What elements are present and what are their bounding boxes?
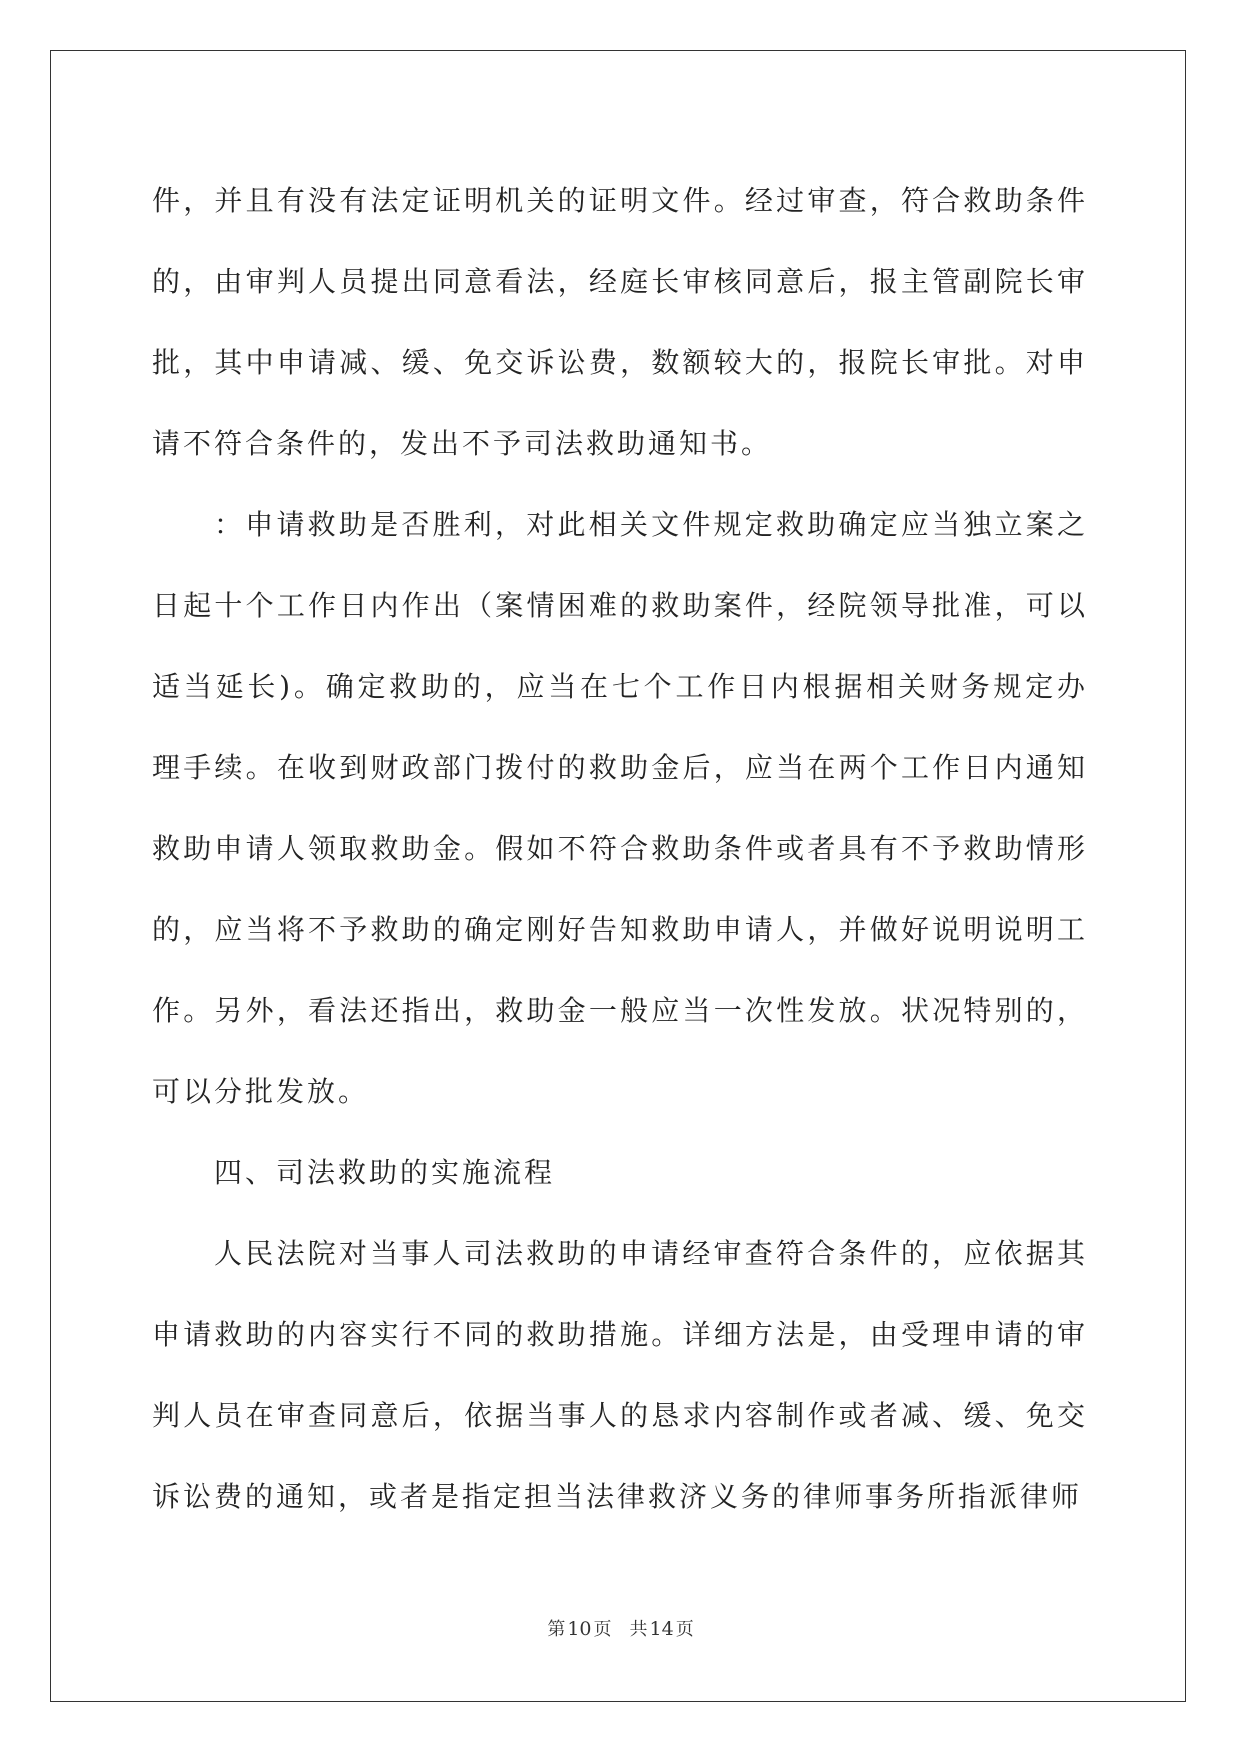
paragraph-continuation: 件，并且有没有法定证明机关的证明文件。经过审查，符合救助条件的，由审判人员提出同意看法，经庭长审核同意后，报主管副院长审批，其中申请减、缓、免交诉讼费，数额较大的，报院长审批。对申请不符合条件的，发出不予司法救助通知书。 — [152, 184, 1088, 460]
page-prefix: 第 — [547, 1619, 566, 1640]
section-heading: 四、司法救助的实施流程 — [214, 1156, 556, 1189]
total-suffix: 页 — [675, 1619, 694, 1640]
page-suffix: 页 — [593, 1619, 612, 1640]
total-pages-number: 14 — [649, 1618, 674, 1640]
page-footer — [0, 1617, 1241, 1642]
paragraph-approval-timeline: ：申请救助是否胜利，对此相关文件规定救助确定应当独立案之日起十个工作日内作出（案情困难的救助案件，经院领导批准，可以适当延长)。确定救助的，应当在七个工作日内根据相关财务规定办理手续。在收到财政部门拨付的救助金后，应当在两个工作日内通知救助申请人领取救助金。假如不符合救助条件或者具有不予救助情形的，应当将不予救助的确定刚好告知救助申请人，并做好说明说明工作。另外，看法还指出，救助金一般应当一次性发放。状况特别的，可以分批发放。 — [152, 508, 1088, 1108]
paragraph-implementation: 人民法院对当事人司法救助的申请经审查符合条件的，应依据其申请救助的内容实行不同的救助措施。详细方法是，由受理申请的审判人员在审查同意后，依据当事人的恳求内容制作或者减、缓、免交诉讼费的通知，或者是指定担当法律救济义务的律师事务所指派律师 — [152, 1237, 1088, 1513]
document-body — [152, 160, 1088, 1537]
total-prefix: 共 — [629, 1619, 648, 1640]
current-page-number: 10 — [567, 1618, 592, 1640]
